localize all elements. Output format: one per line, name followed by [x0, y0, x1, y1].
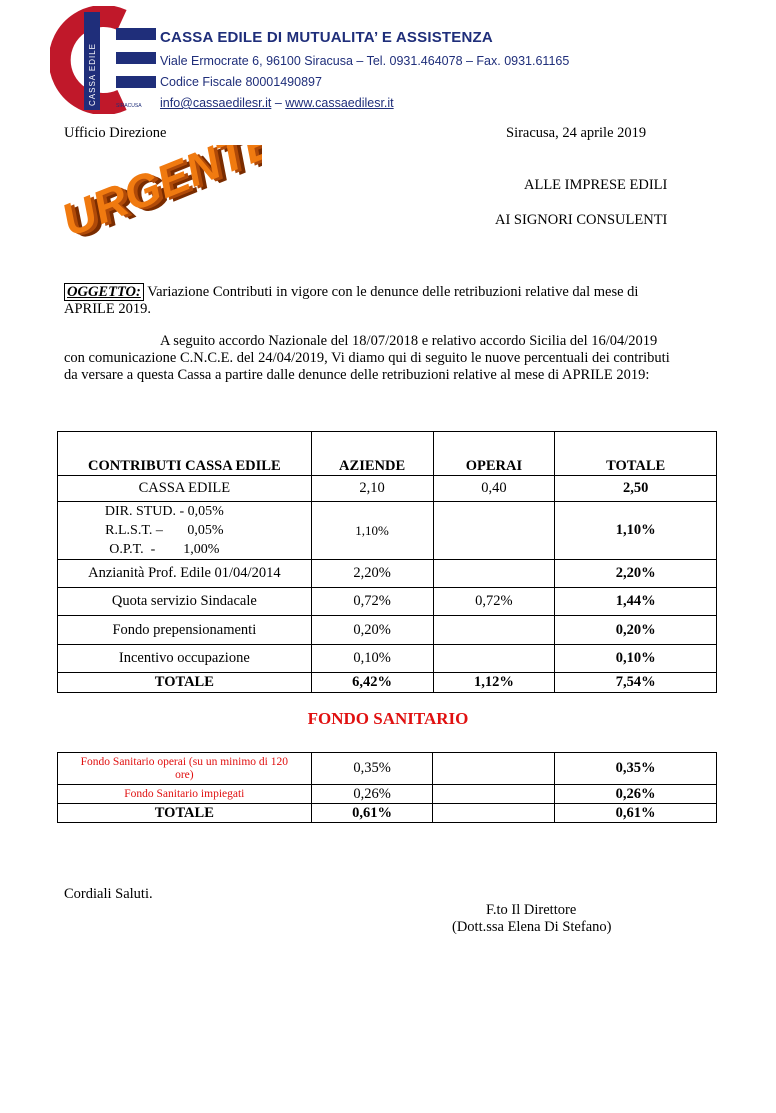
- table-row: [58, 645, 717, 673]
- org-fiscal-code: Codice Fiscale 80001490897: [160, 75, 322, 89]
- cell-aziende: 2,10: [311, 476, 433, 502]
- row-label: [58, 502, 312, 560]
- label-line: O.P.T. - 1,00%: [109, 542, 220, 557]
- cell-totale: 0,10%: [555, 645, 717, 673]
- row-label: Anzianità Prof. Edile 01/04/2014: [58, 560, 312, 588]
- total-aziende: 0,61%: [311, 804, 433, 823]
- cell-aziende: 0,72%: [311, 588, 433, 616]
- signature-title: F.to Il Direttore: [486, 902, 577, 918]
- table-row: [58, 616, 717, 645]
- cell-operai: [433, 785, 555, 804]
- cell-operai: [433, 560, 555, 588]
- cell-totale: 0,26%: [555, 785, 717, 804]
- total-totale: 0,61%: [555, 804, 717, 823]
- org-name: CASSA EDILE DI MUTUALITA’ E ASSISTENZA: [160, 29, 493, 46]
- table-total-row: [58, 673, 717, 693]
- body-paragraph: [64, 333, 674, 384]
- email-link[interactable]: info@cassaedilesr.it: [160, 96, 272, 110]
- website-link[interactable]: www.cassaedilesr.it: [285, 96, 394, 110]
- signature-name: (Dott.ssa Elena Di Stefano): [452, 919, 612, 935]
- cell-totale: 2,50: [555, 476, 717, 502]
- cell-aziende: 0,20%: [311, 616, 433, 645]
- header-totale: TOTALE: [555, 432, 717, 476]
- subject-label: OGGETTO:: [64, 283, 144, 301]
- contributi-table: [57, 431, 717, 693]
- cell-aziende: 0,10%: [311, 645, 433, 673]
- header-aziende: AZIENDE: [311, 432, 433, 476]
- total-label: TOTALE: [58, 804, 312, 823]
- org-address: Viale Ermocrate 6, 96100 Siracusa – Tel. 0931.464078 – Fax. 0931.61165: [160, 54, 570, 68]
- svg-text:URGENTE: URGENTE: [62, 145, 262, 250]
- total-operai: [433, 804, 555, 823]
- cell-totale: 2,20%: [555, 560, 717, 588]
- row-label: Fondo prepensionamenti: [58, 616, 312, 645]
- cell-aziende: 0,35%: [311, 753, 433, 785]
- org-contacts: [160, 96, 394, 110]
- cell-operai: 0,72%: [433, 588, 555, 616]
- contacts-separator: –: [274, 96, 282, 110]
- header-contributi: CONTRIBUTI CASSA EDILE: [58, 432, 312, 476]
- label-line: DIR. STUD. - 0,05%: [104, 504, 224, 519]
- cell-totale: 0,20%: [555, 616, 717, 645]
- row-label: Fondo Sanitario impiegati: [58, 785, 312, 804]
- svg-text:URGENTE: URGENTE: [62, 145, 262, 248]
- table-header-row: [58, 432, 717, 476]
- logo-small-text: SIRACUSA: [116, 103, 142, 109]
- total-aziende: 6,42%: [311, 673, 433, 693]
- table-row: [58, 588, 717, 616]
- subject-text: Variazione Contributi in vigore con le denunce delle retribuzioni relative dal mese di APRILE 2019.: [64, 284, 639, 317]
- subject: [64, 284, 654, 318]
- row-label: CASSA EDILE: [58, 476, 312, 502]
- row-label: Fondo Sanitario operai (su un minimo di 120 ore): [58, 753, 312, 785]
- row-label: Incentivo occupazione: [58, 645, 312, 673]
- recipient-imprese: ALLE IMPRESE EDILI: [524, 177, 668, 193]
- logo-vertical-text: CASSA EDILE: [88, 42, 97, 106]
- letter-date: Siracusa, 24 aprile 2019: [506, 125, 647, 141]
- fondo-sanitario-title: FONDO SANITARIO: [307, 709, 469, 728]
- cassa-edile-logo: [50, 6, 158, 114]
- cell-operai: [433, 616, 555, 645]
- table-row: [58, 560, 717, 588]
- cell-aziende: 1,10%: [311, 502, 433, 560]
- table-row: [58, 753, 717, 785]
- row-label: Quota servizio Sindacale: [58, 588, 312, 616]
- urgente-stamp: [62, 145, 262, 255]
- table-total-row: [58, 804, 717, 823]
- recipient-consulenti: AI SIGNORI CONSULENTI: [495, 212, 668, 228]
- header-operai: OPERAI: [433, 432, 555, 476]
- total-label: TOTALE: [58, 673, 312, 693]
- cell-operai: [433, 753, 555, 785]
- cell-totale: 1,10%: [555, 502, 717, 560]
- cell-operai: [433, 645, 555, 673]
- fondo-sanitario-table: [57, 752, 717, 823]
- cell-operai: [433, 502, 555, 560]
- cell-totale: 0,35%: [555, 753, 717, 785]
- cell-operai: 0,40: [433, 476, 555, 502]
- closing-greeting: Cordiali Saluti.: [64, 886, 153, 902]
- total-operai: 1,12%: [433, 673, 555, 693]
- cell-aziende: 2,20%: [311, 560, 433, 588]
- total-totale: 7,54%: [555, 673, 717, 693]
- cell-totale: 1,44%: [555, 588, 717, 616]
- table-row: [58, 785, 717, 804]
- svg-text:URGENTE: URGENTE: [62, 145, 262, 247]
- label-line: R.L.S.T. – 0,05%: [105, 523, 224, 538]
- body-text: A seguito accordo Nazionale del 18/07/2018 e relativo accordo Sicilia del 16/04/2019 con comunicazione C.N.C.E. del 24/04/2019, Vi diamo qui di seguito le nuove percentuali dei contributi da versare a questa Cassa a partire dalle denunce delle retribuzioni relative al mese di APRILE 2019:: [64, 333, 670, 383]
- table-row: [58, 502, 717, 560]
- cell-aziende: 0,26%: [311, 785, 433, 804]
- table-row: [58, 476, 717, 502]
- office-name: Ufficio Direzione: [64, 125, 167, 141]
